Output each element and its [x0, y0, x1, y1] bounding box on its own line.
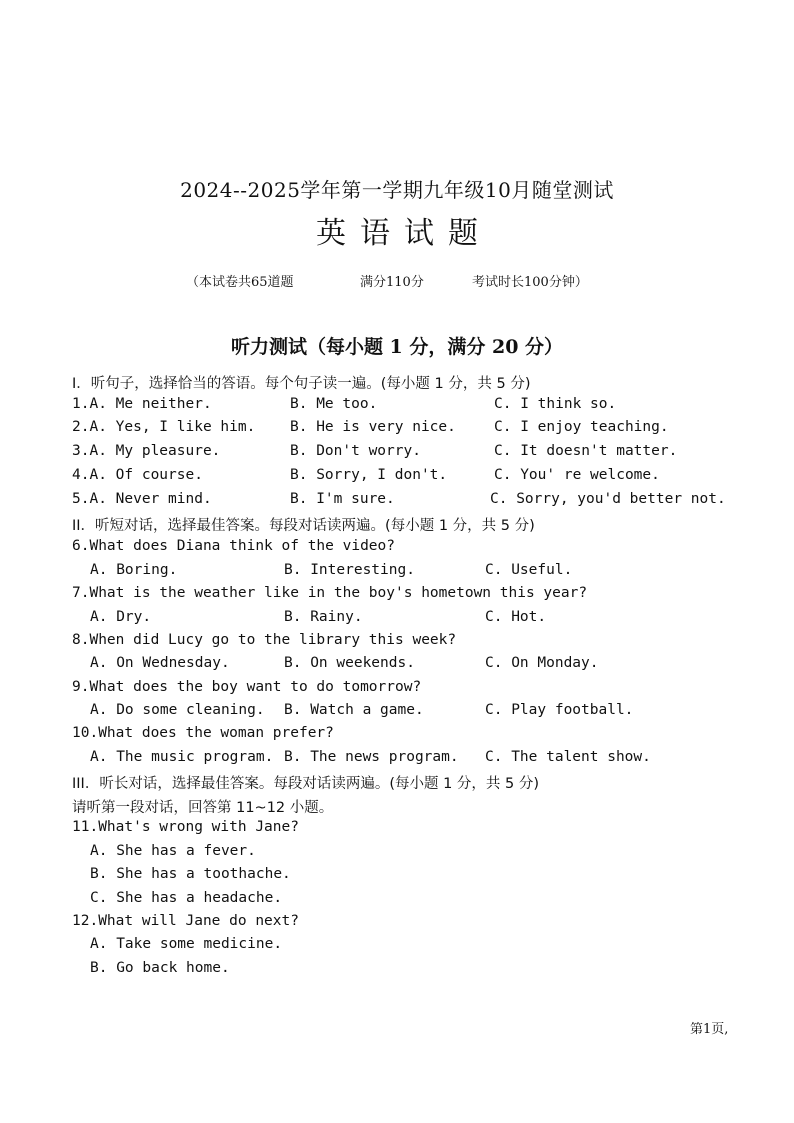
q1-option-b: B. Me too. [290, 396, 378, 412]
q4-option-b: B. Sorry, I don't. [290, 467, 448, 483]
q4-option-c: C. You' re welcome. [494, 467, 660, 483]
q9-option-c: C. Play football. [485, 702, 634, 718]
q2-option-c: C. I enjoy teaching. [494, 419, 669, 435]
q5-option-c: C. Sorry, you'd better not. [490, 491, 726, 507]
q11-option-b: B. She has a toothache. [90, 866, 291, 882]
exam-info-score: 满分110分 [360, 275, 424, 290]
q7-option-c: C. Hot. [485, 609, 547, 625]
q12-option-a: A. Take some medicine. [90, 936, 283, 952]
q10-option-c: C. The talent show. [485, 749, 651, 765]
q8-option-b: B. On weekends. [284, 655, 415, 671]
q7-stem: 7.What is the weather like in the boy's hometown this year? [72, 585, 588, 601]
q10-option-b: B. The news program. [284, 749, 459, 765]
part3-instruction: III．听长对话，选择最佳答案。每段对话读两遍。(每小题 1 分，共 5 分) [72, 776, 540, 792]
q12-option-b: B. Go back home. [90, 960, 230, 976]
q6-option-c: C. Useful. [485, 562, 573, 578]
q8-stem: 8.When did Lucy go to the library this week? [72, 632, 457, 648]
exam-info-total: （本试卷共65道题 [186, 275, 294, 290]
q5-option-b: B. I'm sure. [290, 491, 395, 507]
page-number: 第1页, [690, 1022, 729, 1037]
q7-option-a: A. Dry. [90, 609, 152, 625]
q9-option-a: A. Do some cleaning. [90, 702, 265, 718]
q9-stem: 9.What does the boy want to do tomorrow? [72, 679, 422, 695]
q8-option-a: A. On Wednesday. [90, 655, 230, 671]
q2-option-a: 2.A. Yes, I like him. [72, 419, 256, 435]
q4-option-a: 4.A. Of course. [72, 467, 203, 483]
q11-stem: 11.What's wrong with Jane? [72, 819, 299, 835]
part1-instruction: I．听句子，选择恰当的答语。每个句子读一遍。(每小题 1 分，共 5 分) [72, 376, 531, 392]
section-heading: 听力测试（每小题 1 分，满分 20 分） [230, 336, 564, 358]
exam-info-time: 考试时长100分钟） [472, 275, 588, 290]
q7-option-b: B. Rainy. [284, 609, 363, 625]
q12-stem: 12.What will Jane do next? [72, 913, 299, 929]
part3-sub-instruction: 请听第一段对话，回答第 11~12 小题。 [72, 800, 334, 816]
q2-option-b: B. He is very nice. [290, 419, 456, 435]
q3-option-a: 3.A. My pleasure. [72, 443, 221, 459]
q9-option-b: B. Watch a game. [284, 702, 424, 718]
q3-option-c: C. It doesn't matter. [494, 443, 678, 459]
q11-option-a: A. She has a fever. [90, 843, 256, 859]
q1-option-c: C. I think so. [494, 396, 617, 412]
q8-option-c: C. On Monday. [485, 655, 599, 671]
q10-option-a: A. The music program. [90, 749, 274, 765]
q11-option-c: C. She has a headache. [90, 890, 283, 906]
exam-title: 2024--2025学年第一学期九年级10月随堂测试 [180, 178, 614, 202]
q3-option-b: B. Don't worry. [290, 443, 421, 459]
part2-instruction: II．听短对话，选择最佳答案。每段对话读两遍。(每小题 1 分，共 5 分) [72, 518, 535, 534]
q6-stem: 6.What does Diana think of the video? [72, 538, 396, 554]
q5-option-a: 5.A. Never mind. [72, 491, 212, 507]
q1-option-a: 1.A. Me neither. [72, 396, 212, 412]
q6-option-a: A. Boring. [90, 562, 178, 578]
q10-stem: 10.What does the woman prefer? [72, 725, 334, 741]
exam-subject: 英语试题 [316, 216, 492, 251]
q6-option-b: B. Interesting. [284, 562, 415, 578]
